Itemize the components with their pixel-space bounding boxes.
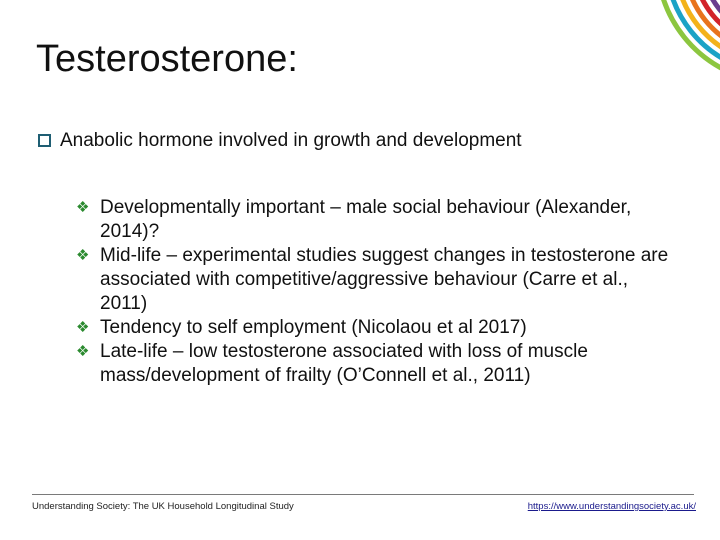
sub-bullet-text: Tendency to self employment (Nicolaou et al 2017) (100, 317, 527, 338)
sub-bullet-text: Mid-life – experimental studies suggest changes in testosterone are associated with competitive/aggressive behaviour (Carre et al., 2011) (100, 245, 669, 314)
sub-bullet-item (76, 316, 676, 340)
sub-bullet-text: Late-life – low testosterone associated with loss of muscle mass/development of frailty (O’Connell et al., 2011) (100, 341, 588, 386)
sub-bullet-item (76, 340, 676, 388)
main-bullet (38, 130, 522, 152)
square-bullet-icon (38, 134, 51, 147)
diamond-bullet-icon: ❖ (76, 247, 90, 264)
sub-bullet-text: Developmentally important – male social behaviour (Alexander, 2014)? (100, 197, 632, 242)
slide-title: Testerosterone: (36, 38, 298, 80)
sub-bullet-item (76, 244, 676, 316)
footer-study-name: Understanding Society: The UK Household Longitudinal Study (32, 501, 294, 512)
footer-divider (32, 494, 694, 495)
diamond-bullet-icon: ❖ (76, 319, 90, 336)
footer-website-link[interactable]: https://www.understandingsociety.ac.uk/ (527, 501, 696, 512)
diamond-bullet-icon: ❖ (76, 343, 90, 360)
sub-bullet-list (76, 196, 676, 388)
sub-bullet-item (76, 196, 676, 244)
diamond-bullet-icon: ❖ (76, 199, 90, 216)
main-bullet-text: Anabolic hormone involved in growth and development (60, 130, 522, 151)
